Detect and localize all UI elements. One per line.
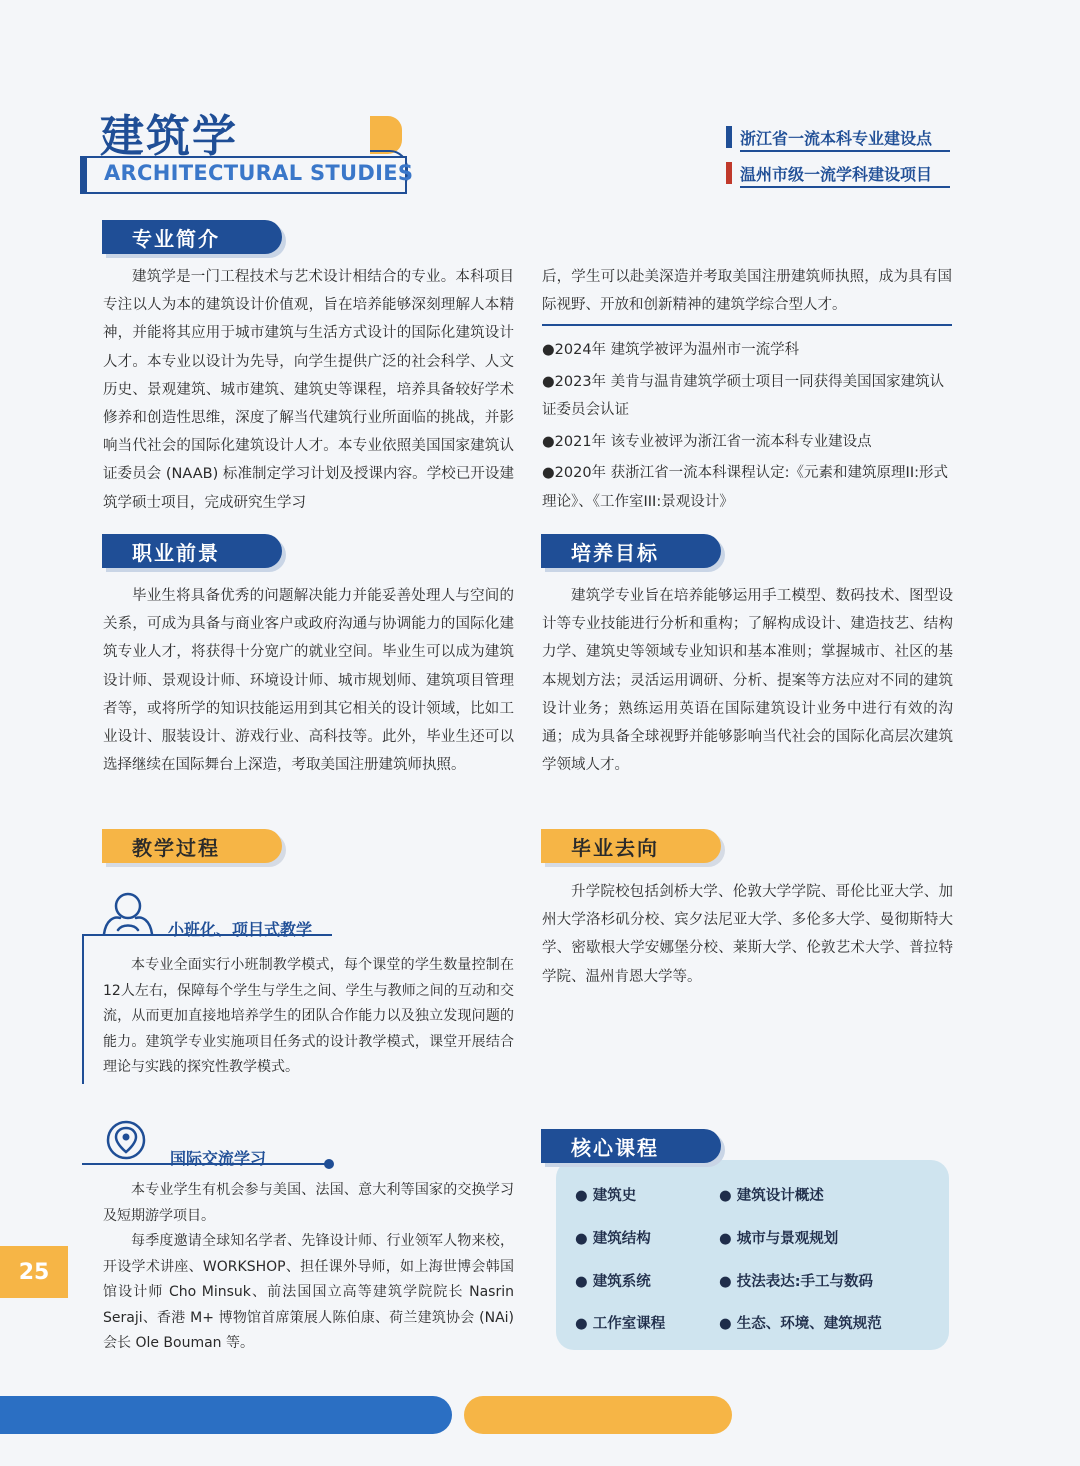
- achievement-item: ●2024年 建筑学被评为温州市一流学科: [542, 342, 800, 358]
- course-item: ● 建筑系统: [575, 1274, 651, 1290]
- small-class-paragraph: 本专业全面实行小班制教学模式，每个课堂的学生数量控制在12人左右，保障每个学生与学生之间、学生与教师之间的互动和交流，从而更加直接地培养学生的团队合作能力以及独立发现问题的能力。建筑学专业实施项目任务式的设计教学模式，课堂开展结合理论与实践的探究性教学模式。: [103, 957, 514, 1075]
- section-heading-intro: 专业简介: [102, 220, 282, 254]
- achievements-list: [542, 336, 954, 519]
- career-text: [103, 582, 514, 779]
- page-number: 25: [0, 1246, 68, 1298]
- subsection-bracket: [82, 934, 84, 1084]
- achievement-item: ●2020年 获浙江省一流本科课程认定:《元素和建筑原理II:形式理论》、《工作室III:景观设计》: [542, 465, 948, 510]
- goals-text: [542, 582, 953, 779]
- goals-paragraph: 建筑学专业旨在培养能够运用手工模型、数码技术、图型设计等专业技能进行分析和重构；了解构成设计、建造技艺、结构力学、建筑史等领域专业知识和基本准则；掌握城市、社区的基本规划方法；灵活运用调研、分析、提案等方法应对不同的建筑设计业务；熟练运用英语在国际建筑设计业务中进行有效的沟通；成为具备全球视野并能够影响当代社会的国际化高层次建筑学领域人才。: [542, 588, 953, 774]
- achievement-item: ●2023年 美肯与温肯建筑学硕士项目一同获得美国国家建筑认证委员会认证: [542, 373, 945, 418]
- line-dot: [324, 1159, 334, 1169]
- tag-underline: [740, 150, 950, 152]
- small-class-text: [103, 953, 514, 1081]
- graduation-text: [542, 878, 953, 991]
- achievement-item: ●2021年 该专业被评为浙江省一流本科专业建设点: [542, 433, 872, 450]
- career-paragraph: 毕业生将具备优秀的问题解决能力并能妥善处理人与空间的关系，可成为具备与商业客户或政府沟通与协调能力的国际化建筑专业人才，将获得十分宽广的就业空间。毕业生可以成为建筑设计师、景观设计师、环境设计师、城市规划师、建筑项目管理者等，或将所学的知识技能运用到其它相关的设计领域，比如工业设计、服装设计、游戏行业、高科技等。此外，毕业生还可以选择继续在国际舞台上深造，考取美国注册建筑师执照。: [103, 588, 514, 774]
- course-name: 建筑结构: [592, 1231, 651, 1247]
- subsection-title-small-class: 小班化、项目式教学: [168, 920, 313, 939]
- divider: [542, 324, 952, 326]
- course-item: ● 城市与景观规划: [719, 1231, 839, 1247]
- course-name: 技法表达:手工与数码: [736, 1274, 874, 1290]
- course-item: ● 工作室课程: [575, 1316, 666, 1332]
- tag-underline: [740, 186, 950, 188]
- course-item: ● 建筑结构: [575, 1231, 651, 1247]
- footer-bar-yellow: [464, 1396, 732, 1434]
- course-name: 建筑系统: [592, 1274, 651, 1290]
- page-subtitle-en: ARCHITECTURAL STUDIES: [104, 161, 414, 185]
- location-pin-icon: [104, 1118, 154, 1166]
- section-heading-career: 职业前景: [102, 534, 282, 568]
- section-heading-graduation: 毕业去向: [541, 829, 721, 863]
- tag-provincial: 浙江省一流本科专业建设点: [740, 129, 933, 148]
- page-title: 建筑学: [100, 111, 238, 162]
- course-name: 生态、环境、建筑规范: [736, 1316, 882, 1332]
- course-name: 建筑设计概述: [736, 1188, 824, 1204]
- subsection-title-exchange: 国际交流学习: [170, 1149, 267, 1168]
- course-item: ● 生态、环境、建筑规范: [719, 1316, 882, 1332]
- section-heading-goals: 培养目标: [541, 534, 721, 568]
- header-ribbon-yellow: [370, 116, 402, 154]
- course-name: 工作室课程: [592, 1316, 666, 1332]
- tag-marker: [726, 126, 732, 148]
- footer-bar-blue: [0, 1396, 452, 1434]
- section-heading-courses: 核心课程: [541, 1129, 721, 1163]
- intro-paragraph: 建筑学是一门工程技术与艺术设计相结合的专业。本科项目专注以人为本的建筑设计价值观，旨在培养能够深刻理解人本精神，并能将其应用于城市建筑与生活方式设计的国际化建筑设计人才。本专业以设计为先导，向学生提供广泛的社会科学、人文历史、景观建筑、城市建筑、建筑史等课程，培养具备较好学术修养和创造性思维，深度了解当代建筑行业所面临的挑战，并影响当代社会的国际化建筑设计人才。本专业依照美国国家建筑认证委员会 (NAAB) 标准制定学习计划及授课内容。学校已开设建筑学硕士项目，完成研究生学习: [103, 269, 514, 511]
- exchange-paragraph-1: 本专业学生有机会参与美国、法国、意大利等国家的交换学习及短期游学项目。: [103, 1182, 514, 1224]
- exchange-text: [103, 1178, 514, 1357]
- section-heading-teaching: 教学过程: [102, 829, 282, 863]
- exchange-paragraph-2: 每季度邀请全球知名学者、先锋设计师、行业领军人物来校，开设学术讲座、WORKSHOP、担任课外导师，如上海世博会韩国馆设计师 Cho Minsuk、前法国国立高等建筑学院院长 Nasrin Seraji、香港 M+ 博物馆首席策展人陈伯康、荷兰建筑协会 (NAi) 会长 Ole Bouman 等。: [103, 1233, 514, 1351]
- course-name: 建筑史: [592, 1188, 637, 1204]
- course-item: ● 建筑设计概述: [719, 1188, 824, 1204]
- course-item: ● 建筑史: [575, 1188, 637, 1204]
- tag-municipal: 温州市级一流学科建设项目: [740, 165, 933, 184]
- intro-paragraph-cont: 后，学生可以赴美深造并考取美国注册建筑师执照，成为具有国际视野、开放和创新精神的建筑学综合型人才。: [542, 269, 952, 314]
- course-item: ● 技法表达:手工与数码: [719, 1274, 874, 1290]
- intro-text-right: [542, 263, 952, 319]
- graduation-paragraph: 升学院校包括剑桥大学、伦敦大学学院、哥伦比亚大学、加州大学洛杉矶分校、宾夕法尼亚大学、多伦多大学、曼彻斯特大学、密歇根大学安娜堡分校、莱斯大学、伦敦艺术大学、普拉特学院、温州肯恩大学等。: [542, 884, 953, 985]
- course-name: 城市与景观规划: [736, 1231, 839, 1247]
- tag-marker: [726, 162, 732, 184]
- intro-text-left: [103, 263, 514, 517]
- team-icon: [100, 890, 156, 936]
